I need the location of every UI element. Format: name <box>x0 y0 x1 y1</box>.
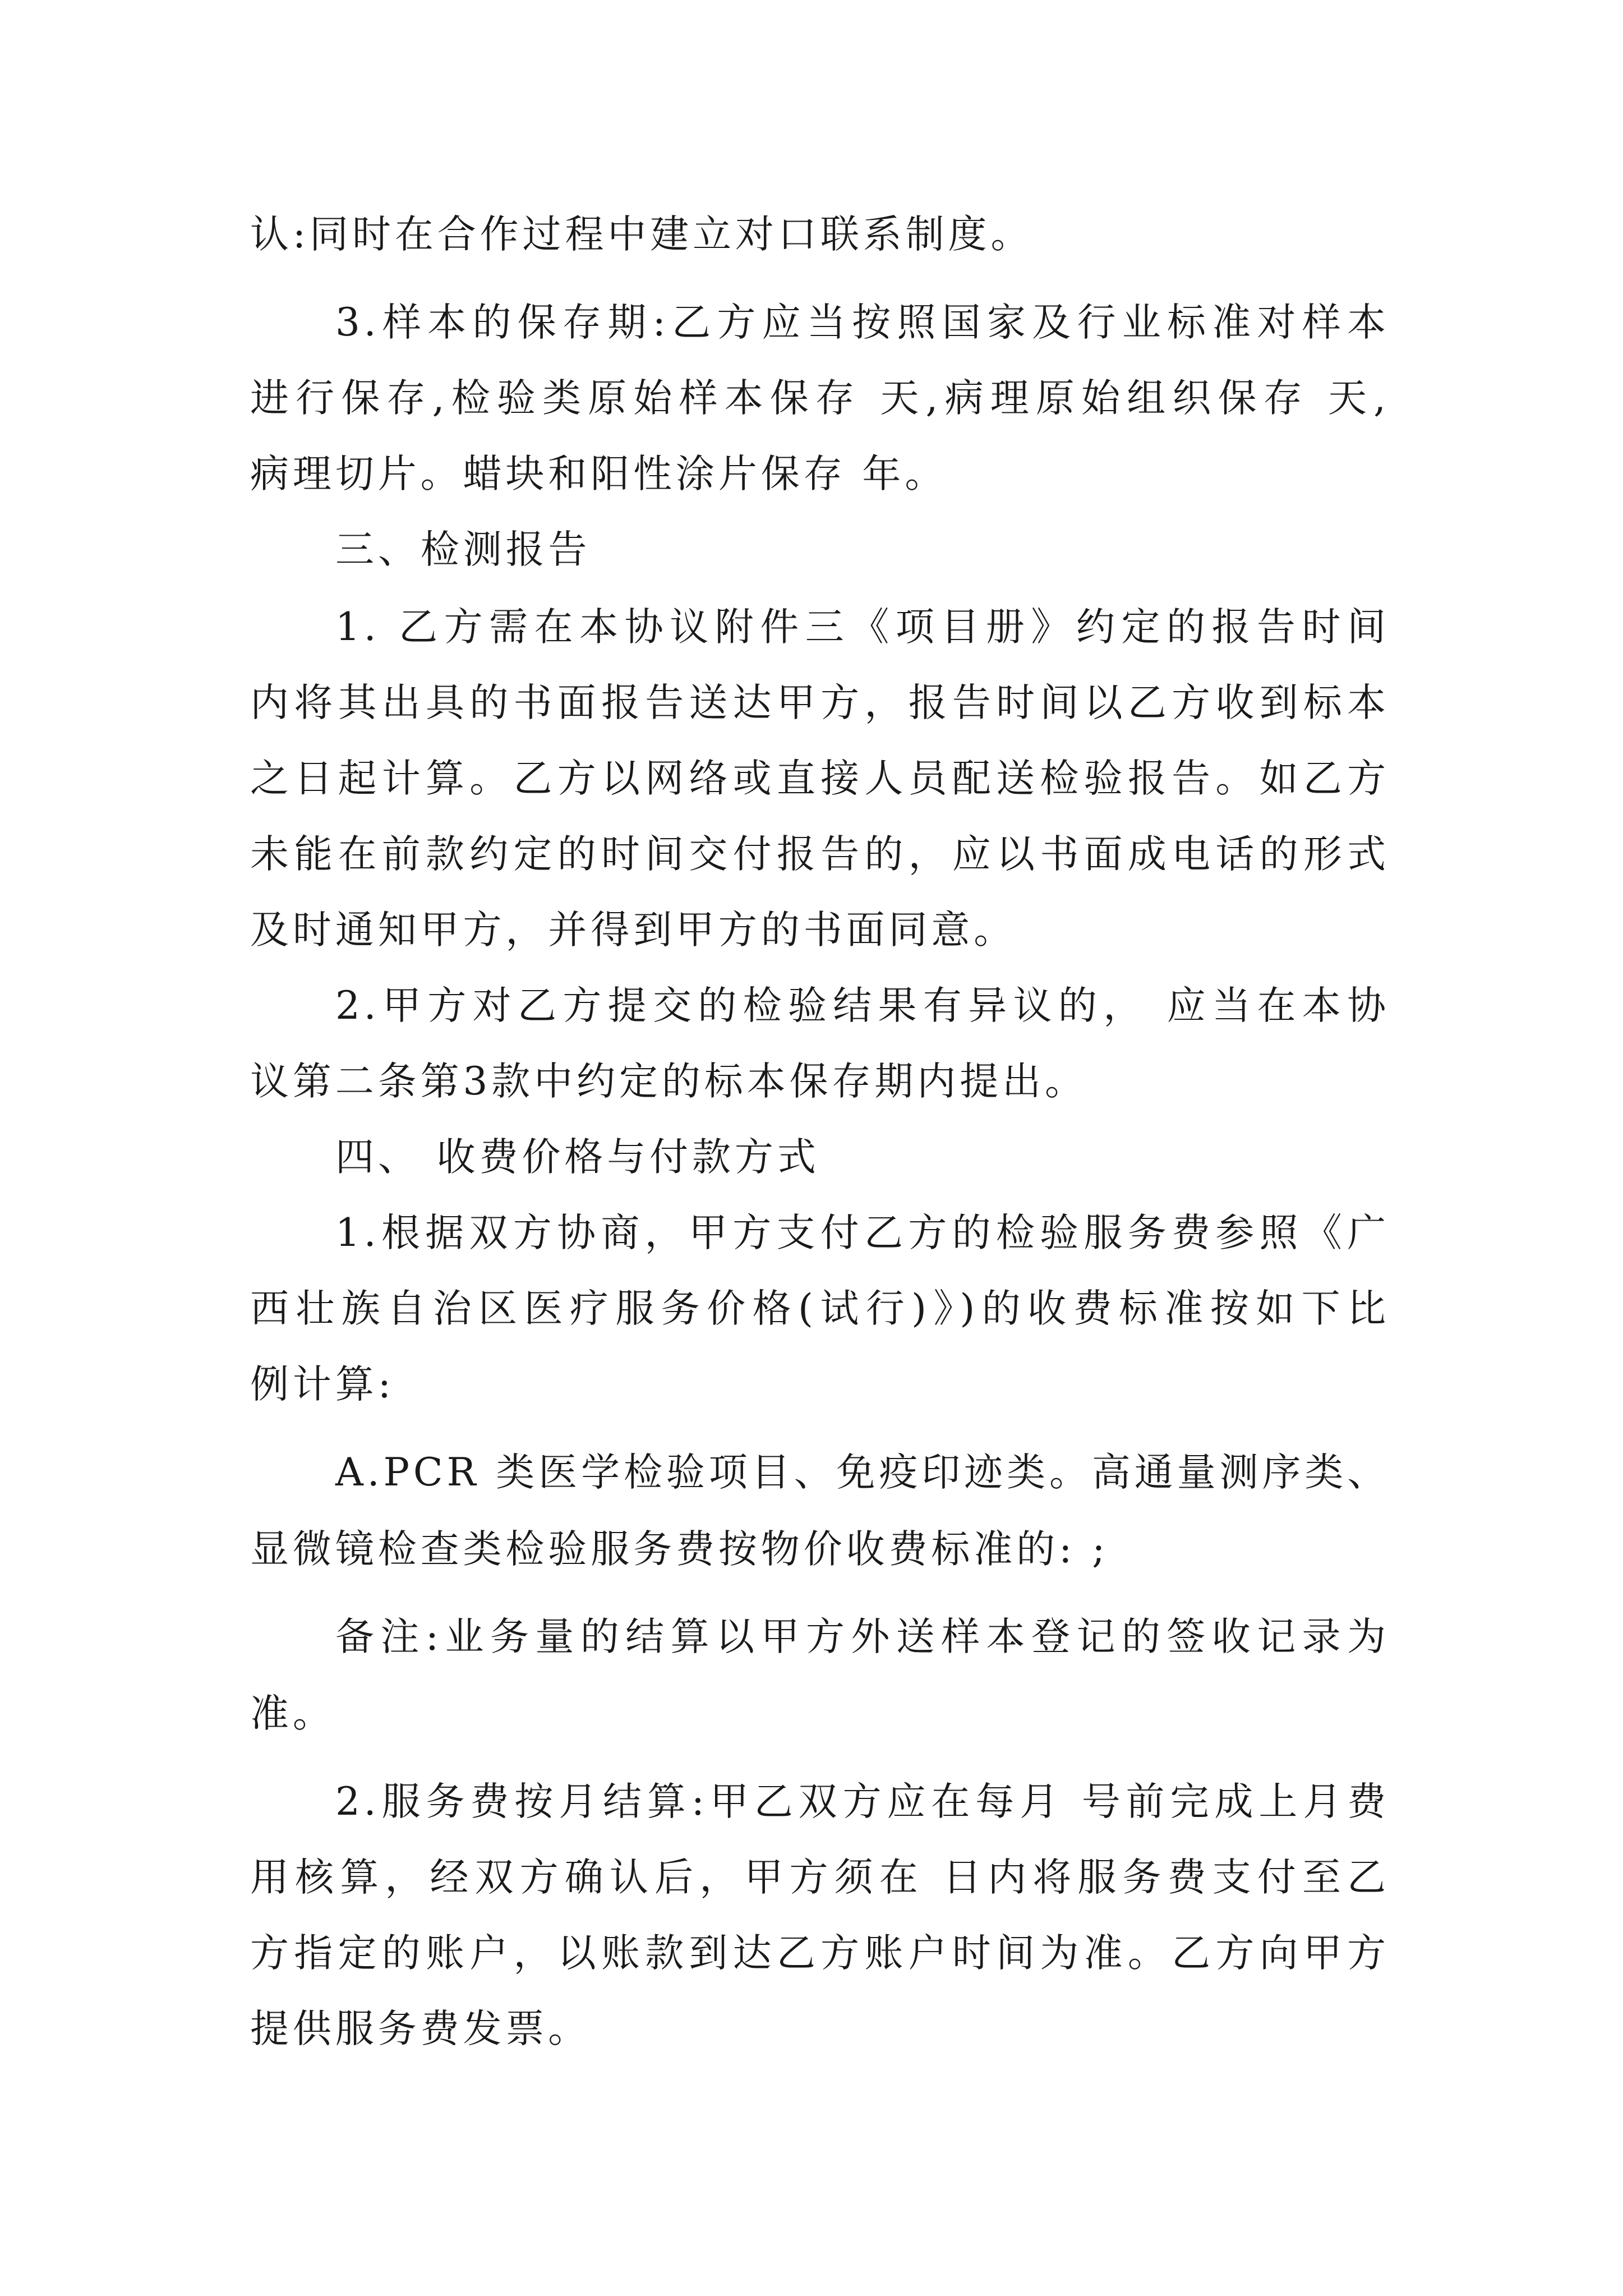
paragraph-line: 1.根据双方协商，甲方支付乙方的检验服务费参照《广 <box>335 1211 1390 1255</box>
paragraph-line: 认:同时在合作过程中建立对口联系制度。 <box>250 212 1034 257</box>
paragraph-line: 用核算，经双方确认后，甲方须在 日内将服务费支付至乙 <box>250 1855 1390 1900</box>
paragraph-line: 西壮族自治区医疗服务价格(试行)》)的收费标准按如下比 <box>250 1286 1390 1331</box>
paragraph-line: 2.甲方对乙方提交的检验结果有异议的， 应当在本协 <box>335 983 1390 1028</box>
paragraph-line: 提供服务费发票。 <box>250 2007 591 2051</box>
paragraph-line: 1. 乙方需在本协议附件三《项目册》约定的报告时间 <box>335 605 1390 650</box>
paragraph-line: 议第二条第3款中约定的标本保存期内提出。 <box>250 1059 1087 1104</box>
paragraph-line: 内将其出具的书面报告送达甲方，报告时间以乙方收到标本 <box>250 680 1390 725</box>
paragraph-line: 2.服务费按月结算:甲乙双方应在每月 号前完成上月费 <box>335 1779 1390 1824</box>
paragraph-line: 显微镜检查类检验服务费按物价收费标准的: ; <box>250 1527 1109 1572</box>
paragraph-line: 进行保存,检验类原始样本保存 天,病理原始组织保存 天, <box>250 376 1390 421</box>
paragraph-line: 未能在前款约定的时间交付报告的，应以书面成电话的形式 <box>250 832 1390 877</box>
paragraph-line: 病理切片。蜡块和阳性涂片保存 年。 <box>250 452 948 496</box>
paragraph-line: 方指定的账户，以账款到达乙方账户时间为准。乙方向甲方 <box>250 1931 1390 1976</box>
paragraph-line: A.PCR 类医学检验项目、免疫印迹类。高通量测序类、 <box>335 1450 1390 1495</box>
paragraph-line: 3.样本的保存期:乙方应当按照国家及行业标准对样本 <box>335 300 1390 345</box>
paragraph-line: 准。 <box>250 1691 335 1736</box>
section-heading: 四、 收费价格与付款方式 <box>335 1135 820 1180</box>
paragraph-line: 之日起计算。乙方以网络或直接人员配送检验报告。如乙方 <box>250 756 1390 801</box>
paragraph-line: 及时通知甲方，并得到甲方的书面同意。 <box>250 908 1017 953</box>
section-heading: 三、检测报告 <box>335 527 591 572</box>
paragraph-line: 例计算: <box>250 1362 395 1407</box>
paragraph-line: 备注:业务量的结算以甲方外送样本登记的签收记录为 <box>335 1614 1390 1659</box>
